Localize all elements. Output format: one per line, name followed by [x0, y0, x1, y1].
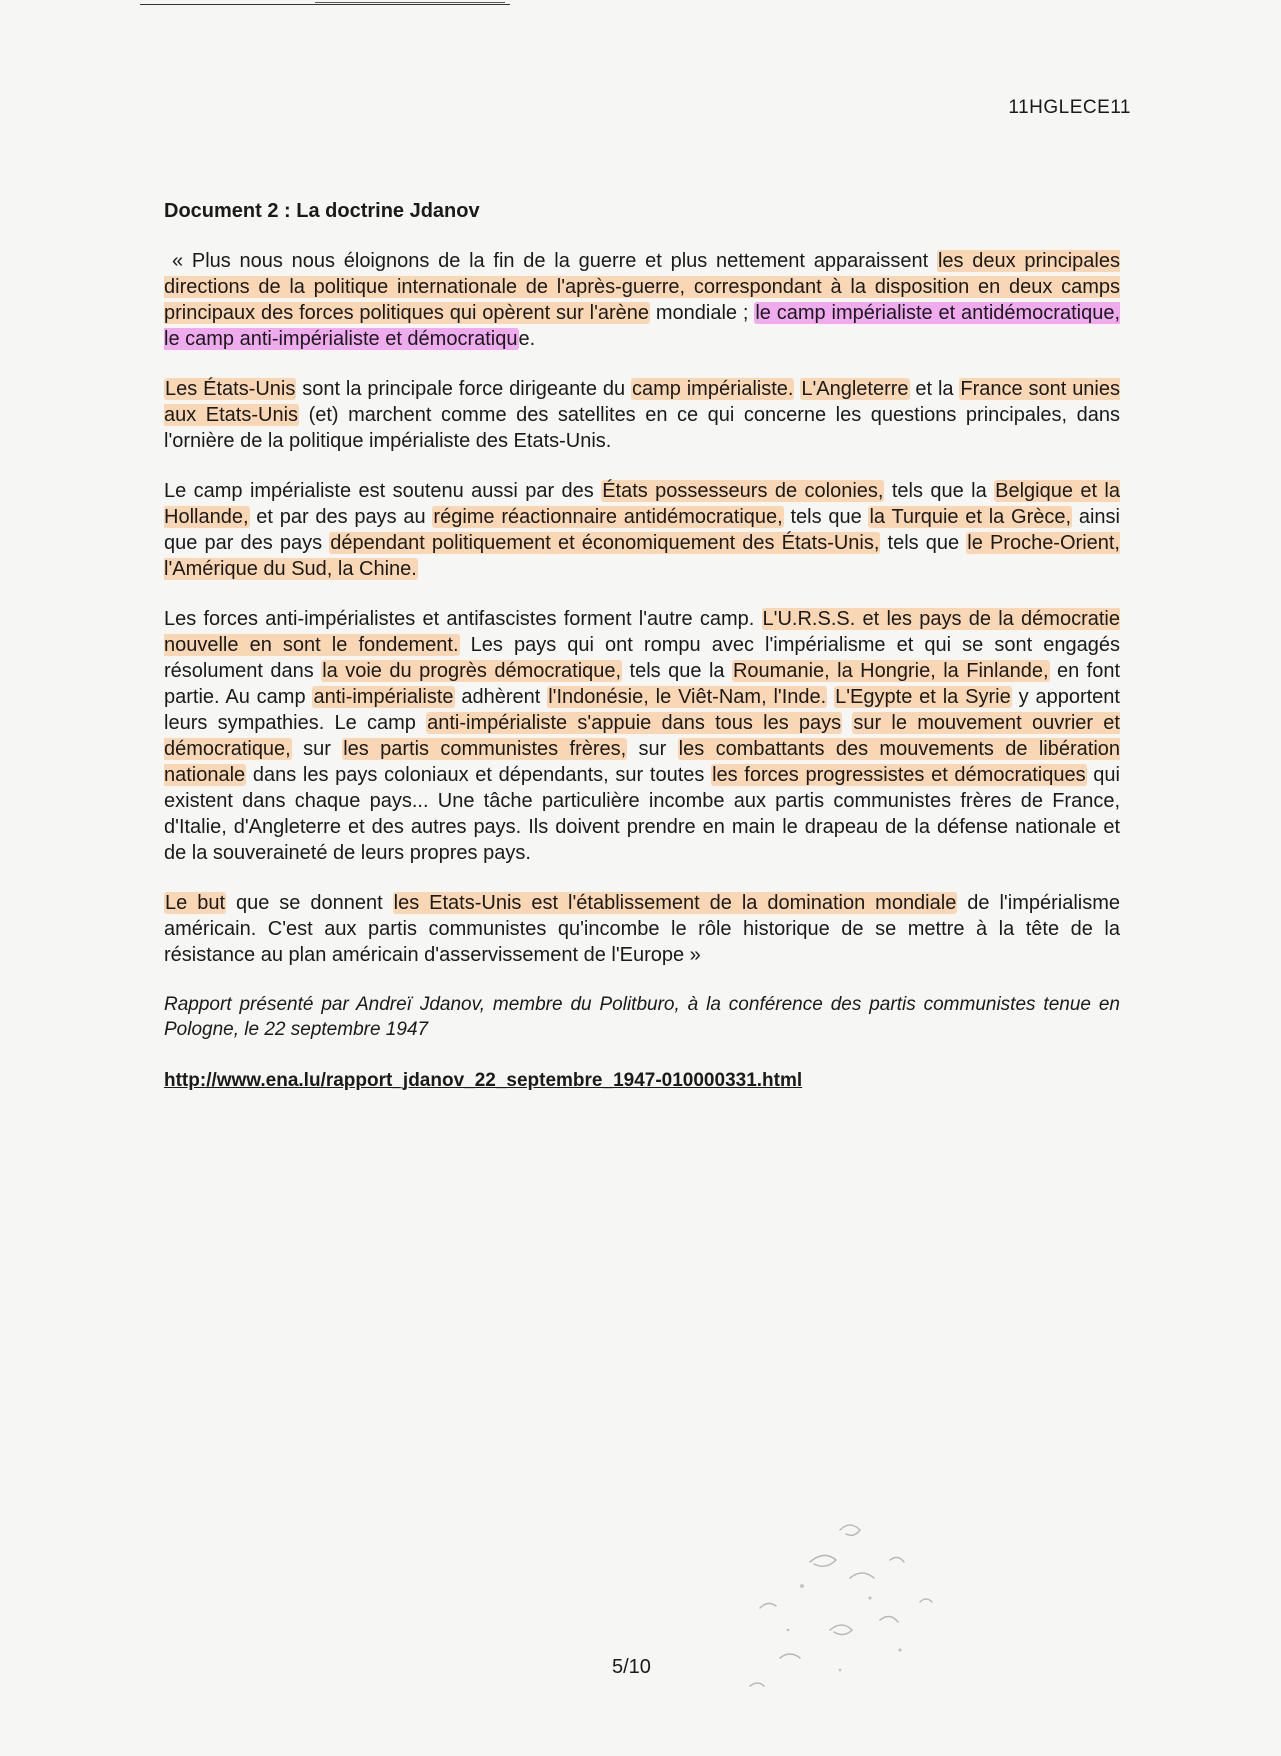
paragraph-4	[164, 606, 1120, 866]
text-segment: sur	[291, 738, 343, 760]
text-segment	[842, 712, 852, 734]
text-segment: ainsi que par des pays	[164, 506, 1120, 554]
text-segment: tels que la	[884, 480, 995, 502]
highlighted-text: Roumanie, la Hongrie, la Finlande,	[732, 660, 1049, 682]
highlighted-text: L'Angleterre	[801, 378, 909, 400]
top-border-line	[140, 4, 510, 5]
highlighted-text: camp impérialiste.	[631, 378, 794, 400]
text-segment: e.	[518, 328, 536, 350]
text-segment: qui existent dans chaque pays... Une tâche particulière incombe aux partis communistes frères de France, d'Italie, d'Angleterre et des autres pays. Ils doivent prendre en main le drapeau de la défense nationale et de la souveraineté de leurs propres pays.	[164, 764, 1120, 864]
text-segment: mondiale ;	[650, 302, 755, 324]
document-body	[164, 200, 1120, 1092]
highlighted-text: l'Indonésie, le Viêt-Nam, l'Inde.	[548, 686, 827, 708]
paragraph-1	[164, 248, 1120, 352]
highlighted-text: les forces progressistes et démocratiques	[712, 764, 1086, 786]
highlighted-text: L'U.R.S.S. et les pays de la démocratie nouvelle en sont le fondement.	[164, 608, 1120, 656]
highlighted-text-pink: le camp impérialiste et antidémocratique, le camp anti-impérialiste et démocratiqu	[164, 302, 1121, 350]
text-segment: y apportent leurs sympathies. Le camp	[164, 686, 1120, 734]
highlighted-text: la voie du progrès démocratique,	[322, 660, 622, 682]
stamp-marks-decoration	[690, 1490, 950, 1710]
text-segment: (et) marchent comme des satellites en ce qui concerne les questions principales, dans l'ornière de la politique impérialiste des Etats-Unis.	[164, 404, 1120, 452]
page-number: 5/10	[612, 1656, 651, 1678]
top-border-line-secondary	[315, 2, 505, 3]
highlighted-text: les Etats-Unis est l'établissement de la domination mondiale	[393, 892, 957, 914]
text-segment: sont la principale force dirigeante du	[296, 378, 631, 400]
highlighted-text: dépendant politiquement et économiquement des États-Unis,	[330, 532, 880, 554]
text-segment: Les pays qui ont rompu avec l'impérialisme et qui se sont engagés résolument dans	[164, 634, 1120, 682]
highlighted-text: la Turquie et la Grèce,	[869, 506, 1072, 528]
highlighted-text: États possesseurs de colonies,	[602, 480, 884, 502]
text-segment: que se donnent	[226, 892, 393, 914]
source-link[interactable]: http://www.ena.lu/rapport_jdanov_22_septembre_1947-010000331.html	[164, 1070, 803, 1091]
document-title: Document 2 : La doctrine Jdanov	[164, 200, 480, 222]
highlighted-text: les combattants des mouvements de libération nationale	[164, 738, 1121, 786]
text-segment: tels que	[880, 532, 967, 554]
highlighted-text: anti-impérialiste s'appuie dans tous les pays	[427, 712, 842, 734]
highlighted-text: Le but	[165, 892, 226, 914]
paragraph-2	[164, 376, 1120, 454]
highlighted-text: les deux principales directions de la politique internationale de l'après-guerre, correspondant à la disposition en deux camps principaux des forces politiques qui opèrent sur l'arène	[164, 250, 1120, 324]
text-segment: adhèrent	[454, 686, 548, 708]
text-segment: Le camp impérialiste est soutenu aussi par des	[164, 480, 602, 502]
paragraph-5	[164, 890, 1120, 968]
highlighted-text: Belgique et la Hollande,	[164, 480, 1120, 528]
highlighted-text: régime réactionnaire antidémocratique,	[433, 506, 783, 528]
text-segment: dans les pays coloniaux et dépendants, sur toutes	[246, 764, 712, 786]
text-segment: et par des pays au	[249, 506, 433, 528]
source-citation: Rapport présenté par Andreï Jdanov, membre du Politburo, à la conférence des partis communistes tenue en Pologne, le 22 septembre 1947	[164, 994, 1120, 1040]
text-segment: « Plus nous nous éloignons de la fin de la guerre et plus nettement apparaissent	[172, 250, 937, 272]
highlighted-text: France sont unies aux Etats-Unis	[164, 378, 1121, 426]
highlighted-text: anti-impérialiste	[313, 686, 454, 708]
text-segment: tels que la	[622, 660, 732, 682]
text-segment: Les forces anti-impérialistes et antifascistes forment l'autre camp.	[164, 608, 762, 630]
text-segment: sur	[627, 738, 678, 760]
text-segment: en font partie. Au camp	[164, 660, 1121, 708]
highlighted-text: L'Egypte et la Syrie	[835, 686, 1011, 708]
highlighted-text: le Proche-Orient, l'Amérique du Sud, la Chine.	[164, 532, 1120, 580]
exam-code: 11HGLECE11	[1008, 97, 1131, 118]
highlighted-text: les partis communistes frères,	[343, 738, 627, 760]
highlighted-text: sur le mouvement ouvrier et démocratique,	[164, 712, 1120, 760]
highlighted-text: Les États-Unis	[165, 378, 296, 400]
paragraph-3	[164, 478, 1120, 582]
text-segment: tels que	[783, 506, 869, 528]
text-segment: de l'impérialisme américain. C'est aux partis communistes qu'incombe le rôle historique de se mettre à la tête de la résistance au plan américain d'asservissement de l'Europe »	[164, 892, 1120, 966]
text-segment: et la	[909, 378, 960, 400]
